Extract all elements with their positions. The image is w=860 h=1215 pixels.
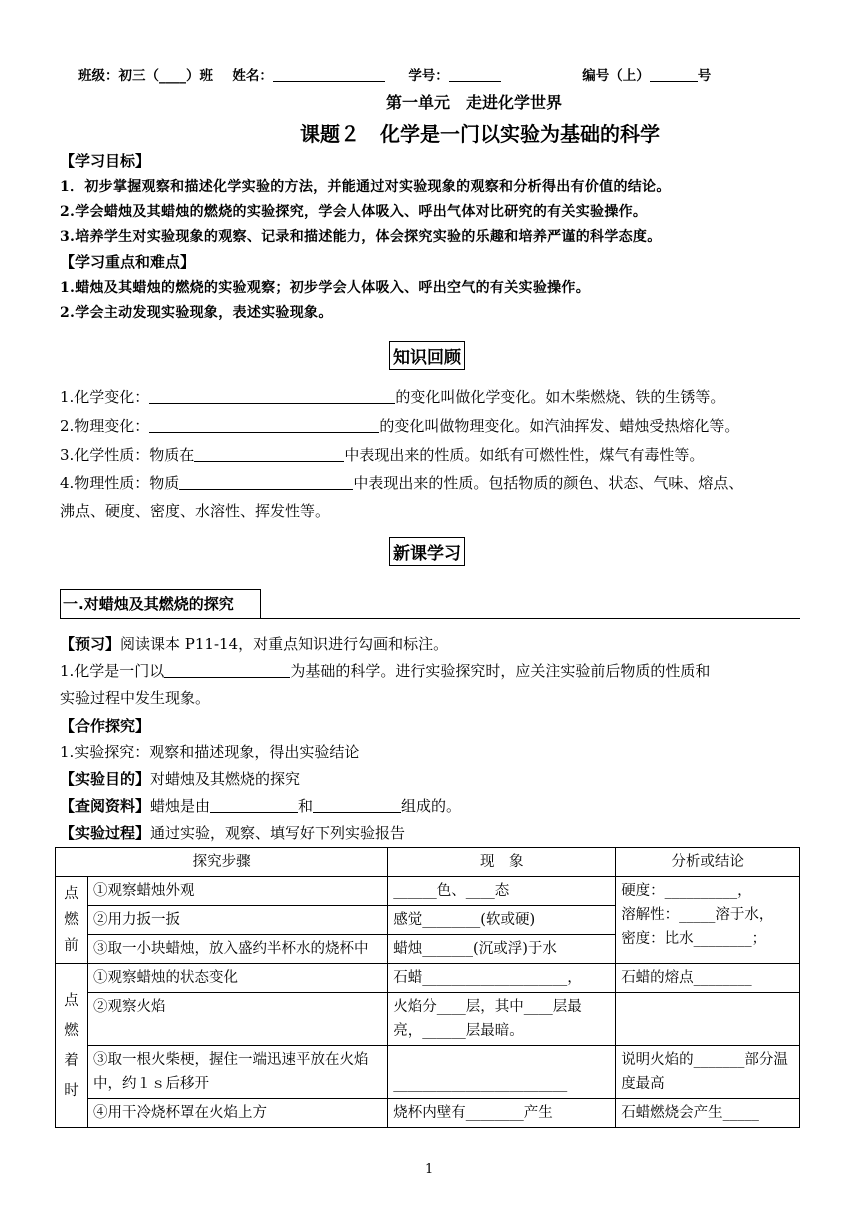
section-divider — [60, 618, 800, 619]
procedure-line: 【实验过程】通过实验，观察、填写好下列实验报告 — [60, 824, 406, 842]
review-heading: 知识回顾 — [389, 341, 465, 370]
step-cell: ①观察蜡烛外观 — [87, 877, 387, 906]
experiment-report-table — [55, 847, 800, 1128]
goal-item: 3.培养学生对实验现象的观察、记录和描述能力，体会探究实验的乐趣和培养严谨的科学态度。 — [60, 229, 662, 245]
row-group-label: 点燃着时 — [56, 964, 88, 1128]
blank[interactable] — [313, 798, 401, 813]
blank[interactable] — [149, 418, 379, 433]
row-group-label: 点燃前 — [56, 877, 88, 964]
key-point-item: 1.蜡烛及其蜡烛的燃烧的实验观察；初步学会人体吸入、呼出空气的有关实验操作。 — [60, 280, 591, 296]
conclusion-cell[interactable]: 石蜡燃烧会产生_____ — [616, 1099, 800, 1128]
conclusion-cell[interactable]: 石蜡的熔点________ — [616, 964, 800, 993]
conclusion-cell[interactable]: 硬度：__________， 溶解性：_____溶于水， 密度：比水________； — [616, 877, 800, 964]
new-lesson-heading: 新课学习 — [389, 537, 465, 566]
table-row — [56, 1099, 800, 1128]
step-cell: ④用干冷烧杯罩在火焰上方 — [87, 1099, 387, 1128]
blank[interactable] — [210, 798, 298, 813]
table-row — [56, 877, 800, 906]
question-1-cont: 实验过程中发生现象。 — [60, 689, 211, 707]
code-blank[interactable] — [650, 67, 698, 82]
unit-title: 第一单元 走进化学世界 — [386, 93, 563, 112]
goal-item: 1．初步掌握观察和描述化学实验的方法，并能通过对实验现象的观察和分析得出有价值的结论。 — [60, 179, 671, 195]
table-row — [56, 964, 800, 993]
step-cell: ①观察蜡烛的状态变化 — [87, 964, 387, 993]
review-line-4: 4.物理性质：物质 中表现出来的性质。包括物质的颜色、状态、气味、熔点、 — [60, 474, 744, 492]
blank[interactable] — [149, 389, 395, 404]
conclusion-cell[interactable]: 说明火焰的_______部分温度最高 — [616, 1046, 800, 1099]
class-label: 班级：初三（____）班 — [78, 68, 213, 84]
topic-title: 课题２ 化学是一门以实验为基础的科学 — [300, 122, 660, 146]
coop-heading: 【合作探究】 — [60, 717, 151, 735]
phenomenon-cell[interactable]: ______色、____态 — [388, 877, 616, 906]
goals-heading: 【学习目标】 — [60, 152, 151, 170]
phenomenon-cell[interactable]: 火焰分____层，其中____层最亮，______层最暗。 — [388, 993, 616, 1046]
id-label: 学号： — [408, 68, 449, 84]
page-number: 1 — [425, 1162, 434, 1177]
phenomenon-cell[interactable]: 烧杯内壁有________产生 — [388, 1099, 616, 1128]
phenomenon-cell[interactable]: ________________________ — [388, 1046, 616, 1099]
blank[interactable] — [179, 475, 353, 490]
name-label: 姓名： — [232, 68, 273, 84]
question-1: 1.化学是一门以 为基础的科学。进行实验探究时，应关注实验前后物质的性质和 — [60, 662, 711, 680]
conclusion-cell[interactable] — [616, 993, 800, 1046]
review-line-1: 1.化学变化： 的变化叫做化学变化。如木柴燃烧、铁的生锈等。 — [60, 388, 726, 406]
student-info-header — [78, 64, 711, 84]
code-label: 编号（上） — [582, 68, 650, 84]
step-cell: ③取一小块蜡烛，放入盛约半杯水的烧杯中 — [87, 935, 387, 964]
section-title: 一.对蜡烛及其燃烧的探究 — [60, 589, 261, 619]
goal-item: 2.学会蜡烛及其蜡烛的燃烧的实验探究，学会人体吸入、呼出气体对比研究的有关实验操作。 — [60, 204, 648, 220]
column-header: 探究步骤 — [56, 848, 388, 877]
id-blank[interactable] — [449, 67, 501, 82]
review-line-3: 3.化学性质：物质在 中表现出来的性质。如纸有可燃性性，煤气有毒性等。 — [60, 446, 705, 464]
info-line: 【查阅资料】蜡烛是由 和 组成的。 — [60, 797, 462, 815]
key-points-heading: 【学习重点和难点】 — [60, 253, 196, 271]
review-line-2: 2.物理变化： 的变化叫做物理变化。如汽油挥发、蜡烛受热熔化等。 — [60, 417, 740, 435]
step-cell: ③取一根火柴梗，握住一端迅速平放在火焰中，约１ｓ后移开 — [87, 1046, 387, 1099]
column-header: 现 象 — [388, 848, 616, 877]
purpose-line: 【实验目的】对蜡烛及其燃烧的探究 — [60, 770, 301, 788]
table-row — [56, 993, 800, 1046]
review-line-5: 沸点、硬度、密度、水溶性、挥发性等。 — [60, 502, 331, 520]
phenomenon-cell[interactable]: 蜡烛_______(沉或浮)于水 — [388, 935, 616, 964]
blank[interactable] — [194, 447, 344, 462]
column-header: 分析或结论 — [616, 848, 800, 877]
code-suffix: 号 — [697, 68, 712, 84]
name-blank[interactable] — [273, 67, 385, 82]
phenomenon-cell[interactable]: 感觉________(软或硬) — [388, 906, 616, 935]
table-row — [56, 1046, 800, 1099]
step-cell: ②观察火焰 — [87, 993, 387, 1046]
step-cell: ②用力扳一扳 — [87, 906, 387, 935]
key-point-item: 2.学会主动发现实验现象，表述实验现象。 — [60, 305, 333, 321]
table-header-row — [56, 848, 800, 877]
coop-item-1: 1.实验探究：观察和描述现象，得出实验结论 — [60, 743, 360, 761]
blank[interactable] — [164, 663, 290, 678]
preview-line: 【预习】阅读课本 P11-14，对重点知识进行勾画和标注。 — [60, 635, 449, 653]
phenomenon-cell[interactable]: 石蜡____________________， — [388, 964, 616, 993]
